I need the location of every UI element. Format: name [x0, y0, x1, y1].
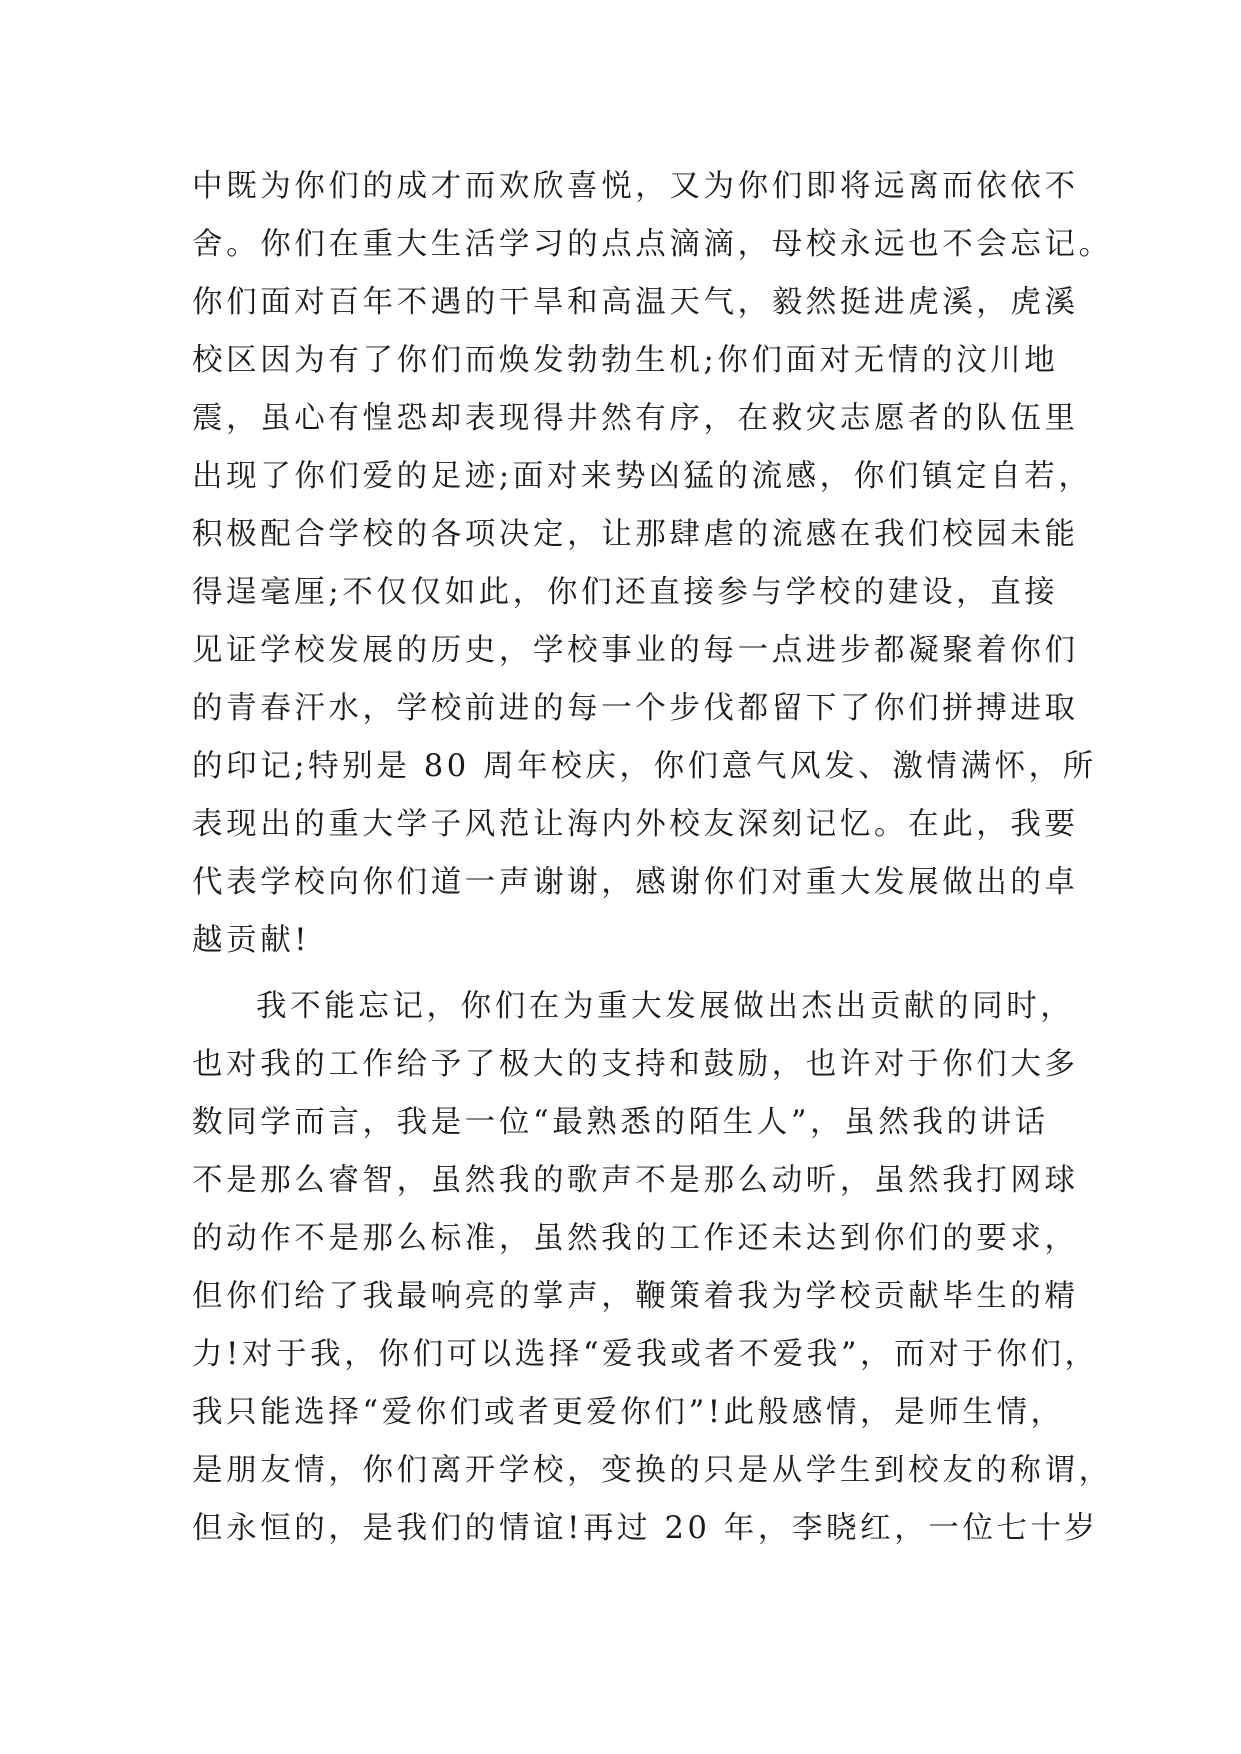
- text-line: 不是那么睿智，虽然我的歌声不是那么动听，虽然我打网球: [192, 1163, 1079, 1198]
- text-line: 的动作不是那么标准，虽然我的工作还未达到你们的要求，: [192, 1221, 1079, 1256]
- text-line: 的青春汗水，学校前进的每一个步伐都留下了你们拼搏进取: [192, 691, 1079, 726]
- text-line: 中既为你们的成才而欢欣喜悦，又为你们即将远离而依依不: [192, 169, 1079, 204]
- text-line: 得逞毫厘;不仅仅如此，你们还直接参与学校的建设，直接: [192, 575, 1059, 610]
- text-line: 是朋友情，你们离开学校，变换的只是从学生到校友的称谓，: [192, 1453, 1113, 1488]
- paragraph-1: [192, 158, 1113, 970]
- text-line: 见证学校发展的历史，学校事业的每一点进步都凝聚着你们: [192, 633, 1079, 668]
- text-line: 表现出的重大学子风范让海内外校友深刻记忆。在此，我要: [192, 807, 1079, 842]
- text-line: 我不能忘记，你们在为重大发展做出杰出贡献的同时，: [256, 989, 1075, 1024]
- text-line: 代表学校向你们道一声谢谢，感谢你们对重大发展做出的卓: [192, 865, 1079, 900]
- text-line: 但你们给了我最响亮的掌声，鞭策着我为学校贡献毕生的精: [192, 1279, 1079, 1314]
- paragraph-spacer: [192, 970, 1060, 978]
- text-line: 出现了你们爱的足迹;面对来势凶猛的流感，你们镇定自若，: [192, 459, 1093, 494]
- document-body: [192, 158, 1113, 1558]
- text-line: 但永恒的，是我们的情谊!再过 20 年，李晓红，一位七十岁: [192, 1511, 1099, 1546]
- text-line: 舍。你们在重大生活学习的点点滴滴，母校永远也不会忘记。: [192, 227, 1113, 262]
- text-line: 也对我的工作给予了极大的支持和鼓励，也许对于你们大多: [192, 1047, 1079, 1082]
- text-line: 力!对于我，你们可以选择“爱我或者不爱我”，而对于你们，: [192, 1337, 1099, 1372]
- text-line: 数同学而言，我是一位“最熟悉的陌生人”，虽然我的讲话: [192, 1105, 1049, 1140]
- text-line: 震，虽心有惶恐却表现得井然有序，在救灾志愿者的队伍里: [192, 401, 1079, 436]
- text-line: 的印记;特别是 80 周年校庆，你们意气风发、激情满怀，所: [192, 749, 1097, 784]
- text-line: 你们面对百年不遇的干旱和高温天气，毅然挺进虎溪，虎溪: [192, 285, 1079, 320]
- text-line: 越贡献!: [192, 923, 311, 958]
- paragraph-2: [192, 978, 1113, 1558]
- text-line: 校区因为有了你们而焕发勃勃生机;你们面对无情的汶川地: [192, 343, 1059, 378]
- text-line: 我只能选择“爱你们或者更爱你们”!此般感情，是师生情，: [192, 1395, 1065, 1430]
- text-line: 积极配合学校的各项决定，让那肆虐的流感在我们校园未能: [192, 517, 1079, 552]
